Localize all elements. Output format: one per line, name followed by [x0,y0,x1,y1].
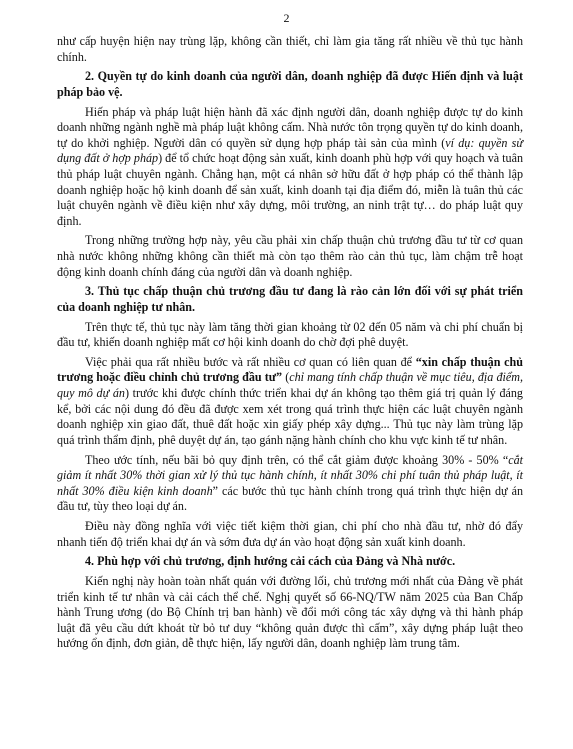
paragraph-constitution [57,105,523,230]
section-heading-3: 3. Thủ tục chấp thuận chủ trương đầu tư đang là rào cản lớn đối với sự phát triển của doanh nghiệp tư nhân. [57,284,523,314]
text-run: Hiến pháp và pháp luật hiện hành đã xác định người dân, doanh nghiệp được tự do kinh doanh những ngành nghề mà pháp luật không cấm. Nhà nước tôn trọng quyền tự do kinh doanh, tự do khởi nghiệp. Người dân có quyền sử dụng hợp pháp tài sản của mình ( [57,104,523,150]
paragraph-resolution: Kiến nghị này hoàn toàn nhất quán với đường lối, chủ trương mới nhất của Đảng về phát triển kinh tế tư nhân và cải cách thể chế. Nghị quyết số 66-NQ/TW năm 2025 của Ban Chấp hành Trung ương (do Bộ Chính trị ban hành) về đổi mới công tác xây dựng và thi hành pháp luật đã yêu cầu dứt khoát từ bỏ tư duy “không quản được thì cấm”, xây dựng pháp luật theo hướng ổn định, đơn giản, dễ thực hiện, lấy người dân, doanh nghiệp làm trung tâm. [57,573,523,651]
text-run: Theo ước tính, nếu bãi bỏ quy định trên, có thể cắt giảm được khoảng 30% - 50% “ [85,452,509,467]
italic-quote: cắt giảm ít nhất 30% thời gian xử lý thủ tục hành chính, ít nhất 30% chi phí tuân thủ pháp luật, ít nhất 30% điều kiện kinh doanh [57,452,523,498]
text-run: ” các bước thủ tục hành chính trong quá trình thực hiện dự án đầu tư, tùy theo loại dự án. [57,483,523,514]
paragraph-time-cost: Trên thực tế, thủ tục này làm tăng thời gian khoảng từ 02 đến 05 năm và chi phí chuẩn bị đầu tư, khiến doanh nghiệp mất cơ hội kinh doanh do chờ đợi phê duyệt. [57,319,523,350]
section-heading-2: 2. Quyền tự do kinh doanh của người dân, doanh nghiệp đã được Hiến định và luật pháp bảo vệ. [57,69,523,99]
text-run: ) trước khi được chính thức triển khai dự án không tạo thêm giá trị quản lý đáng kể, bởi các nội dung đó đều đã được xem xét trong quá trình thực hiện các luật chuyên ngành doanh nghiệp xin giao đất, thuê đất hoặc xin giấy phép xây dựng... Thủ tục này làm trùng lặp quá trình thẩm định, phê duyệt dự án, tạo gánh nặng hành chính cho khu vực kinh tế tư nhân. [57,386,523,447]
italic-example: ví dụ: quyền sử dụng đất ở hợp pháp [57,135,523,166]
italic-note: chỉ mang tính chấp thuận về mục tiêu, địa điểm, quy mô dự án [57,370,523,401]
section-heading-4: 4. Phù hợp với chủ trương, định hướng cải cách của Đảng và Nhà nước. [85,554,456,569]
text-run: ) để tổ chức hoạt động sản xuất, kinh doanh phù hợp với quy hoạch và tuân thủ pháp luật chuyên ngành. Chẳng hạn, một cá nhân sở hữu đất ở hợp pháp có thể thành lập doanh nghiệp hoặc hộ kinh doanh để sản xuất, kinh doanh tại địa điểm đó, miễn là tuân thủ các luật chuyên ngành về điều kiện như xây dựng, môi trường, an ninh trật tự… do pháp luật quy định. [57,151,523,228]
paragraph-barrier: Trong những trường hợp này, yêu cầu phải xin chấp thuận chủ trương đầu tư từ cơ quan nhà nước không những không cần thiết mà còn tạo thêm rào cản thủ tục, làm chậm trễ hoạt động kinh doanh chính đáng của người dân và doanh nghiệp. [57,233,523,279]
document-body [57,34,523,656]
paragraph-savings: Điều này đồng nghĩa với việc tiết kiệm thời gian, chi phí cho nhà đầu tư, nhờ đó đẩy nhanh tiến độ triển khai dự án và sớm đưa dự án vào hoạt động sản xuất kinh doanh. [57,518,523,549]
text-run: ( [282,370,290,385]
paragraph-continuation: như cấp huyện hiện nay trùng lặp, không cần thiết, chỉ làm gia tăng rất nhiều về thủ tục hành chính. [57,34,523,64]
page-number: 2 [283,11,290,25]
paragraph-estimate [57,453,523,515]
text-run: Việc phải qua rất nhiều bước và rất nhiều cơ quan có liên quan để [85,354,416,369]
bold-quote: “xin chấp thuận chủ trương hoặc điều chỉnh chủ trương đầu tư” [57,354,523,385]
paragraph-procedure-steps [57,355,523,449]
